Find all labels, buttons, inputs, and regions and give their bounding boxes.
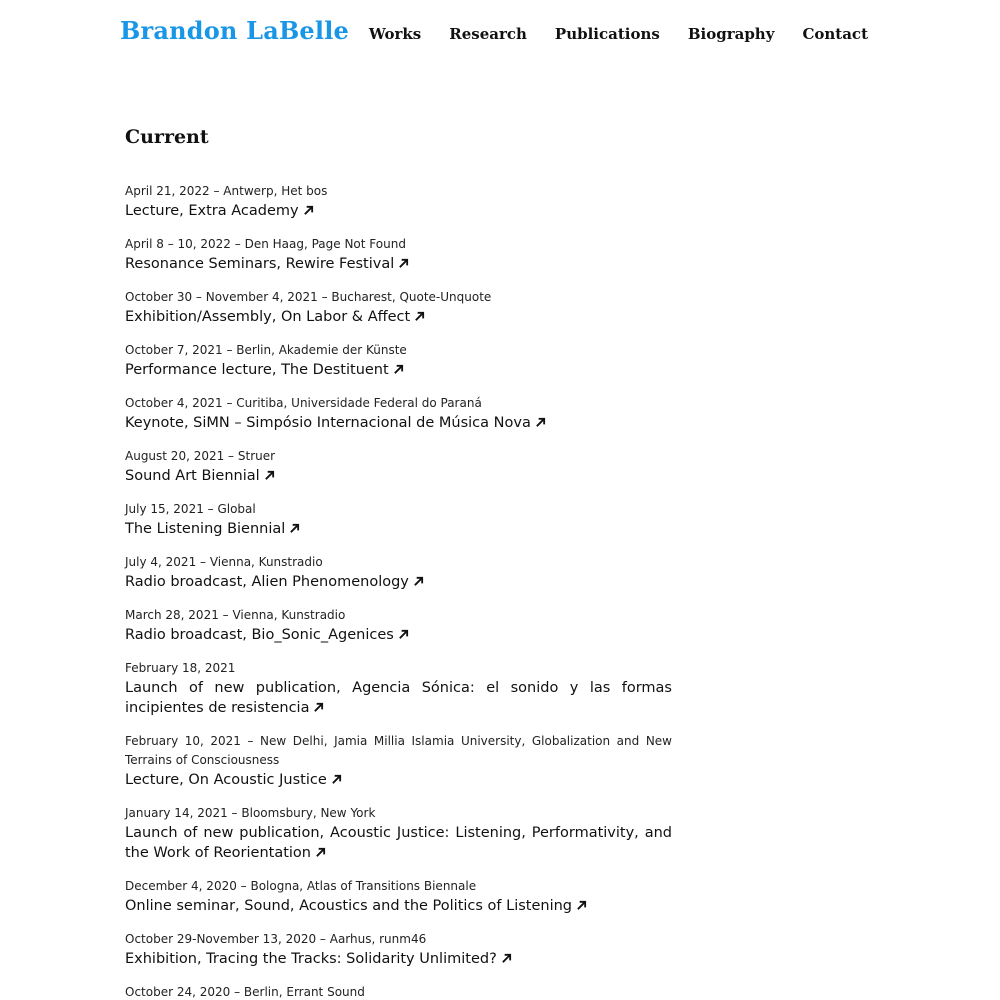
event-title-link[interactable]: Exhibition, Tracing the Tracks: Solidarity Unlimited? bbox=[125, 951, 497, 967]
event-title-link[interactable]: Online seminar, Sound, Acoustics and the Politics of Listening bbox=[125, 898, 573, 914]
event-item bbox=[125, 394, 672, 433]
event-item bbox=[125, 182, 672, 221]
event-meta: February 18, 2021 bbox=[125, 661, 236, 675]
event-title-link[interactable]: Keynote, SiMN – Simpósio Internacional de Música Nova bbox=[125, 415, 531, 431]
event-title-line bbox=[125, 896, 672, 916]
event-title-line bbox=[125, 625, 672, 645]
event-title-link[interactable]: Launch of new publication, Agencia Sónica: el sonido y las formas incipientes de resistencia bbox=[125, 680, 672, 716]
event-title-link[interactable]: The Listening Biennial bbox=[125, 521, 286, 537]
event-title-line bbox=[125, 254, 672, 274]
arrow-up-right-icon[interactable] bbox=[413, 573, 424, 584]
event-list bbox=[125, 182, 672, 1000]
arrow-up-right-icon[interactable] bbox=[303, 202, 314, 213]
event-item bbox=[125, 500, 672, 539]
site-title-link[interactable]: Brandon LaBelle bbox=[120, 16, 350, 45]
arrow-up-right-icon[interactable] bbox=[398, 255, 409, 266]
event-item bbox=[125, 877, 672, 916]
event-title-link[interactable]: Sound Art Biennial bbox=[125, 468, 260, 484]
event-meta: April 21, 2022 – Antwerp, Het bos bbox=[125, 184, 328, 198]
arrow-up-right-icon[interactable] bbox=[264, 467, 275, 478]
arrow-up-right-icon[interactable] bbox=[313, 699, 324, 710]
event-item bbox=[125, 983, 672, 1000]
event-item bbox=[125, 606, 672, 645]
event-title-link[interactable]: Lecture, Extra Academy bbox=[125, 203, 299, 219]
event-title-line bbox=[125, 678, 672, 718]
event-title-line bbox=[125, 413, 672, 433]
event-title-line bbox=[125, 770, 672, 790]
event-title-link[interactable]: Exhibition/Assembly, On Labor & Affect bbox=[125, 309, 411, 325]
event-title-line bbox=[125, 307, 672, 327]
event-meta: February 10, 2021 – New Delhi, Jamia Millia Islamia University, Globalization and New Terrains of Consciousness bbox=[125, 734, 672, 767]
event-item bbox=[125, 447, 672, 486]
event-title-line bbox=[125, 466, 672, 486]
nav-publications[interactable]: Publications bbox=[554, 25, 660, 43]
event-meta: January 14, 2021 – Bloomsbury, New York bbox=[125, 806, 376, 820]
main-nav bbox=[369, 25, 868, 43]
event-meta: October 30 – November 4, 2021 – Bucharest, Quote-Unquote bbox=[125, 290, 492, 304]
arrow-up-right-icon[interactable] bbox=[535, 414, 546, 425]
arrow-up-right-icon[interactable] bbox=[289, 520, 300, 531]
event-meta: March 28, 2021 – Vienna, Kunstradio bbox=[125, 608, 346, 622]
arrow-up-right-icon[interactable] bbox=[576, 897, 587, 908]
event-meta: October 29-November 13, 2020 – Aarhus, runm46 bbox=[125, 932, 427, 946]
nav-works[interactable]: Works bbox=[368, 25, 422, 43]
event-meta: August 20, 2021 – Struer bbox=[125, 449, 276, 463]
arrow-up-right-icon[interactable] bbox=[393, 361, 404, 372]
site-header bbox=[0, 0, 1000, 72]
event-title-link[interactable]: Lecture, On Acoustic Justice bbox=[125, 772, 327, 788]
event-meta: October 7, 2021 – Berlin, Akademie der Künste bbox=[125, 343, 407, 357]
event-meta: April 8 – 10, 2022 – Den Haag, Page Not Found bbox=[125, 237, 406, 251]
arrow-up-right-icon[interactable] bbox=[414, 308, 425, 319]
event-meta: December 4, 2020 – Bologna, Atlas of Transitions Biennale bbox=[125, 879, 477, 893]
arrow-up-right-icon[interactable] bbox=[501, 950, 512, 961]
event-title-link[interactable]: Resonance Seminars, Rewire Festival bbox=[125, 256, 395, 272]
event-item bbox=[125, 804, 672, 863]
arrow-up-right-icon[interactable] bbox=[398, 626, 409, 637]
event-meta: July 4, 2021 – Vienna, Kunstradio bbox=[125, 555, 323, 569]
nav-biography[interactable]: Biography bbox=[687, 25, 775, 43]
event-title-line bbox=[125, 201, 672, 221]
arrow-up-right-icon[interactable] bbox=[331, 771, 342, 782]
event-item bbox=[125, 235, 672, 274]
main-content bbox=[125, 126, 672, 1000]
event-title-line bbox=[125, 823, 672, 863]
event-item bbox=[125, 341, 672, 380]
event-item bbox=[125, 659, 672, 718]
event-title-link[interactable]: Performance lecture, The Destituent bbox=[125, 362, 389, 378]
nav-contact[interactable]: Contact bbox=[802, 25, 868, 43]
event-title-line bbox=[125, 949, 672, 969]
event-title-line bbox=[125, 572, 672, 592]
event-meta: October 4, 2021 – Curitiba, Universidade Federal do Paraná bbox=[125, 396, 482, 410]
nav-research[interactable]: Research bbox=[449, 25, 527, 43]
event-title-line bbox=[125, 519, 672, 539]
event-item bbox=[125, 930, 672, 969]
event-meta: October 24, 2020 – Berlin, Errant Sound bbox=[125, 985, 365, 999]
section-title: Current bbox=[125, 126, 209, 148]
arrow-up-right-icon[interactable] bbox=[315, 844, 326, 855]
event-meta: July 15, 2021 – Global bbox=[125, 502, 256, 516]
event-item bbox=[125, 288, 672, 327]
event-title-link[interactable]: Radio broadcast, Alien Phenomenology bbox=[125, 574, 409, 590]
event-item bbox=[125, 732, 672, 790]
event-title-link[interactable]: Radio broadcast, Bio_Sonic_Agenices bbox=[125, 627, 394, 643]
event-title-link[interactable]: Launch of new publication, Acoustic Justice: Listening, Performativity, and the Work of Reorientation bbox=[125, 825, 672, 861]
event-title-line bbox=[125, 360, 672, 380]
event-item bbox=[125, 553, 672, 592]
